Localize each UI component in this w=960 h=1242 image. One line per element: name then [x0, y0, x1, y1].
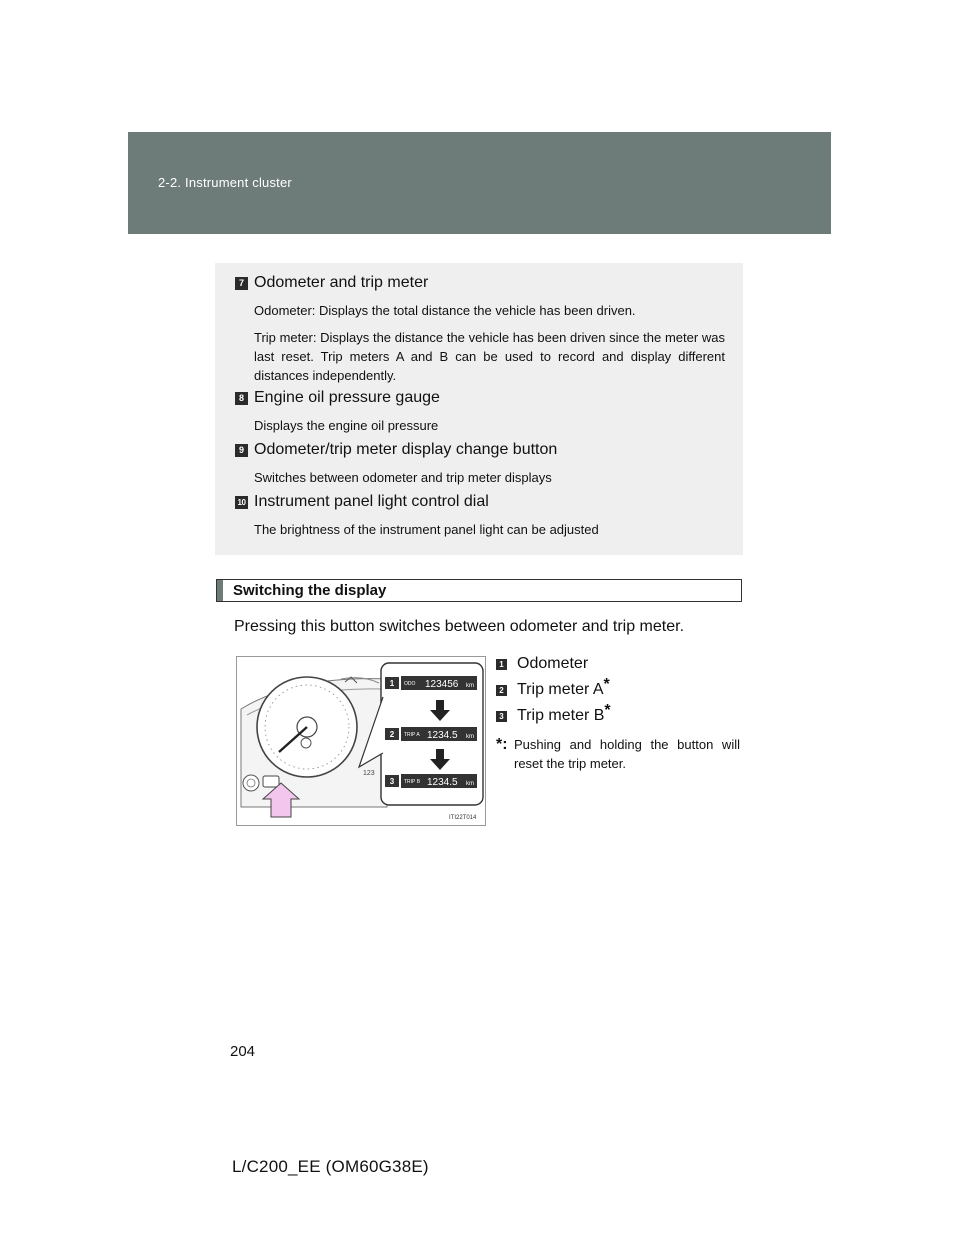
small-label: 123	[363, 770, 375, 777]
item-title: Odometer/trip meter display change button	[254, 441, 558, 458]
display-unit: km	[466, 683, 474, 689]
item-title: Instrument panel light control dial	[254, 493, 489, 510]
down-arrow-icon	[436, 749, 444, 760]
legend-label-text: Trip meter A	[517, 681, 604, 698]
section-title: Switching the display	[233, 582, 387, 599]
footnote	[496, 735, 740, 773]
legend-label	[517, 676, 610, 699]
display-unit: km	[466, 734, 474, 740]
item-description: Switches between odometer and trip meter displays	[254, 470, 552, 486]
section-intro: Pressing this button switches between odometer and trip meter.	[234, 618, 685, 635]
item-oil-pressure-gauge	[235, 389, 725, 435]
legend-number-badge: 1	[496, 659, 507, 670]
legend-number-badge: 2	[496, 685, 507, 696]
item-odometer-trip-meter	[235, 274, 725, 385]
display-value: 1234.5	[427, 730, 458, 741]
info-box	[215, 263, 743, 555]
item-number-badge: 10	[235, 496, 248, 509]
item-number-badge: 8	[235, 392, 248, 405]
item-title: Engine oil pressure gauge	[254, 389, 440, 406]
page-number: 204	[230, 1043, 256, 1060]
legend-item	[496, 703, 740, 729]
display-change-button	[263, 776, 279, 787]
item-display-change-button	[235, 441, 725, 487]
instrument-cluster-illustration	[237, 657, 485, 825]
section-heading	[216, 579, 742, 602]
display-mode-label: TRIP A	[404, 732, 420, 738]
legend-label	[517, 655, 588, 673]
figure-code: ITI22T014	[449, 815, 477, 821]
legend-number-badge: 3	[496, 711, 507, 722]
document-code: L/C200_EE (OM60G38E)	[232, 1157, 429, 1176]
header-section-title: 2-2. Instrument cluster	[158, 175, 292, 190]
asterisk-mark: *	[603, 676, 610, 693]
legend-item	[496, 677, 740, 703]
down-arrow-icon	[436, 700, 444, 711]
display-unit: km	[466, 781, 474, 787]
light-control-dial	[243, 775, 259, 791]
legend-label	[517, 702, 611, 725]
display-mode-label: ODO	[404, 681, 416, 687]
figure-legend	[496, 651, 740, 773]
item-title: Odometer and trip meter	[254, 274, 429, 291]
asterisk-mark: *	[604, 702, 611, 719]
display-number: 1	[389, 679, 395, 688]
footnote-mark: *:	[496, 736, 508, 753]
display-value: 1234.5	[427, 777, 458, 788]
item-description: The brightness of the instrument panel light can be adjusted	[254, 522, 599, 538]
item-description: Trip meter: Displays the distance the vehicle has been driven since the meter was last reset. Trip meters A and B can be used to record and display different distances independently.	[254, 330, 725, 384]
legend-label-text: Trip meter B	[517, 707, 605, 724]
display-mode-label: TRIP B	[404, 779, 421, 785]
legend-label-text: Odometer	[517, 655, 589, 672]
footnote-text: Pushing and holding the button will reset the trip meter.	[514, 737, 740, 771]
display-number: 2	[389, 730, 395, 739]
legend-item	[496, 651, 740, 677]
item-light-control-dial	[235, 493, 725, 539]
item-number-badge: 7	[235, 277, 248, 290]
page-header	[128, 132, 831, 234]
item-description: Odometer: Displays the total distance the vehicle has been driven.	[254, 303, 636, 319]
section-heading-bar	[217, 580, 223, 601]
item-number-badge: 9	[235, 444, 248, 457]
instrument-cluster-figure	[236, 656, 486, 826]
display-value: 123456	[425, 679, 459, 690]
display-number: 3	[389, 777, 395, 786]
item-description: Displays the engine oil pressure	[254, 418, 439, 434]
